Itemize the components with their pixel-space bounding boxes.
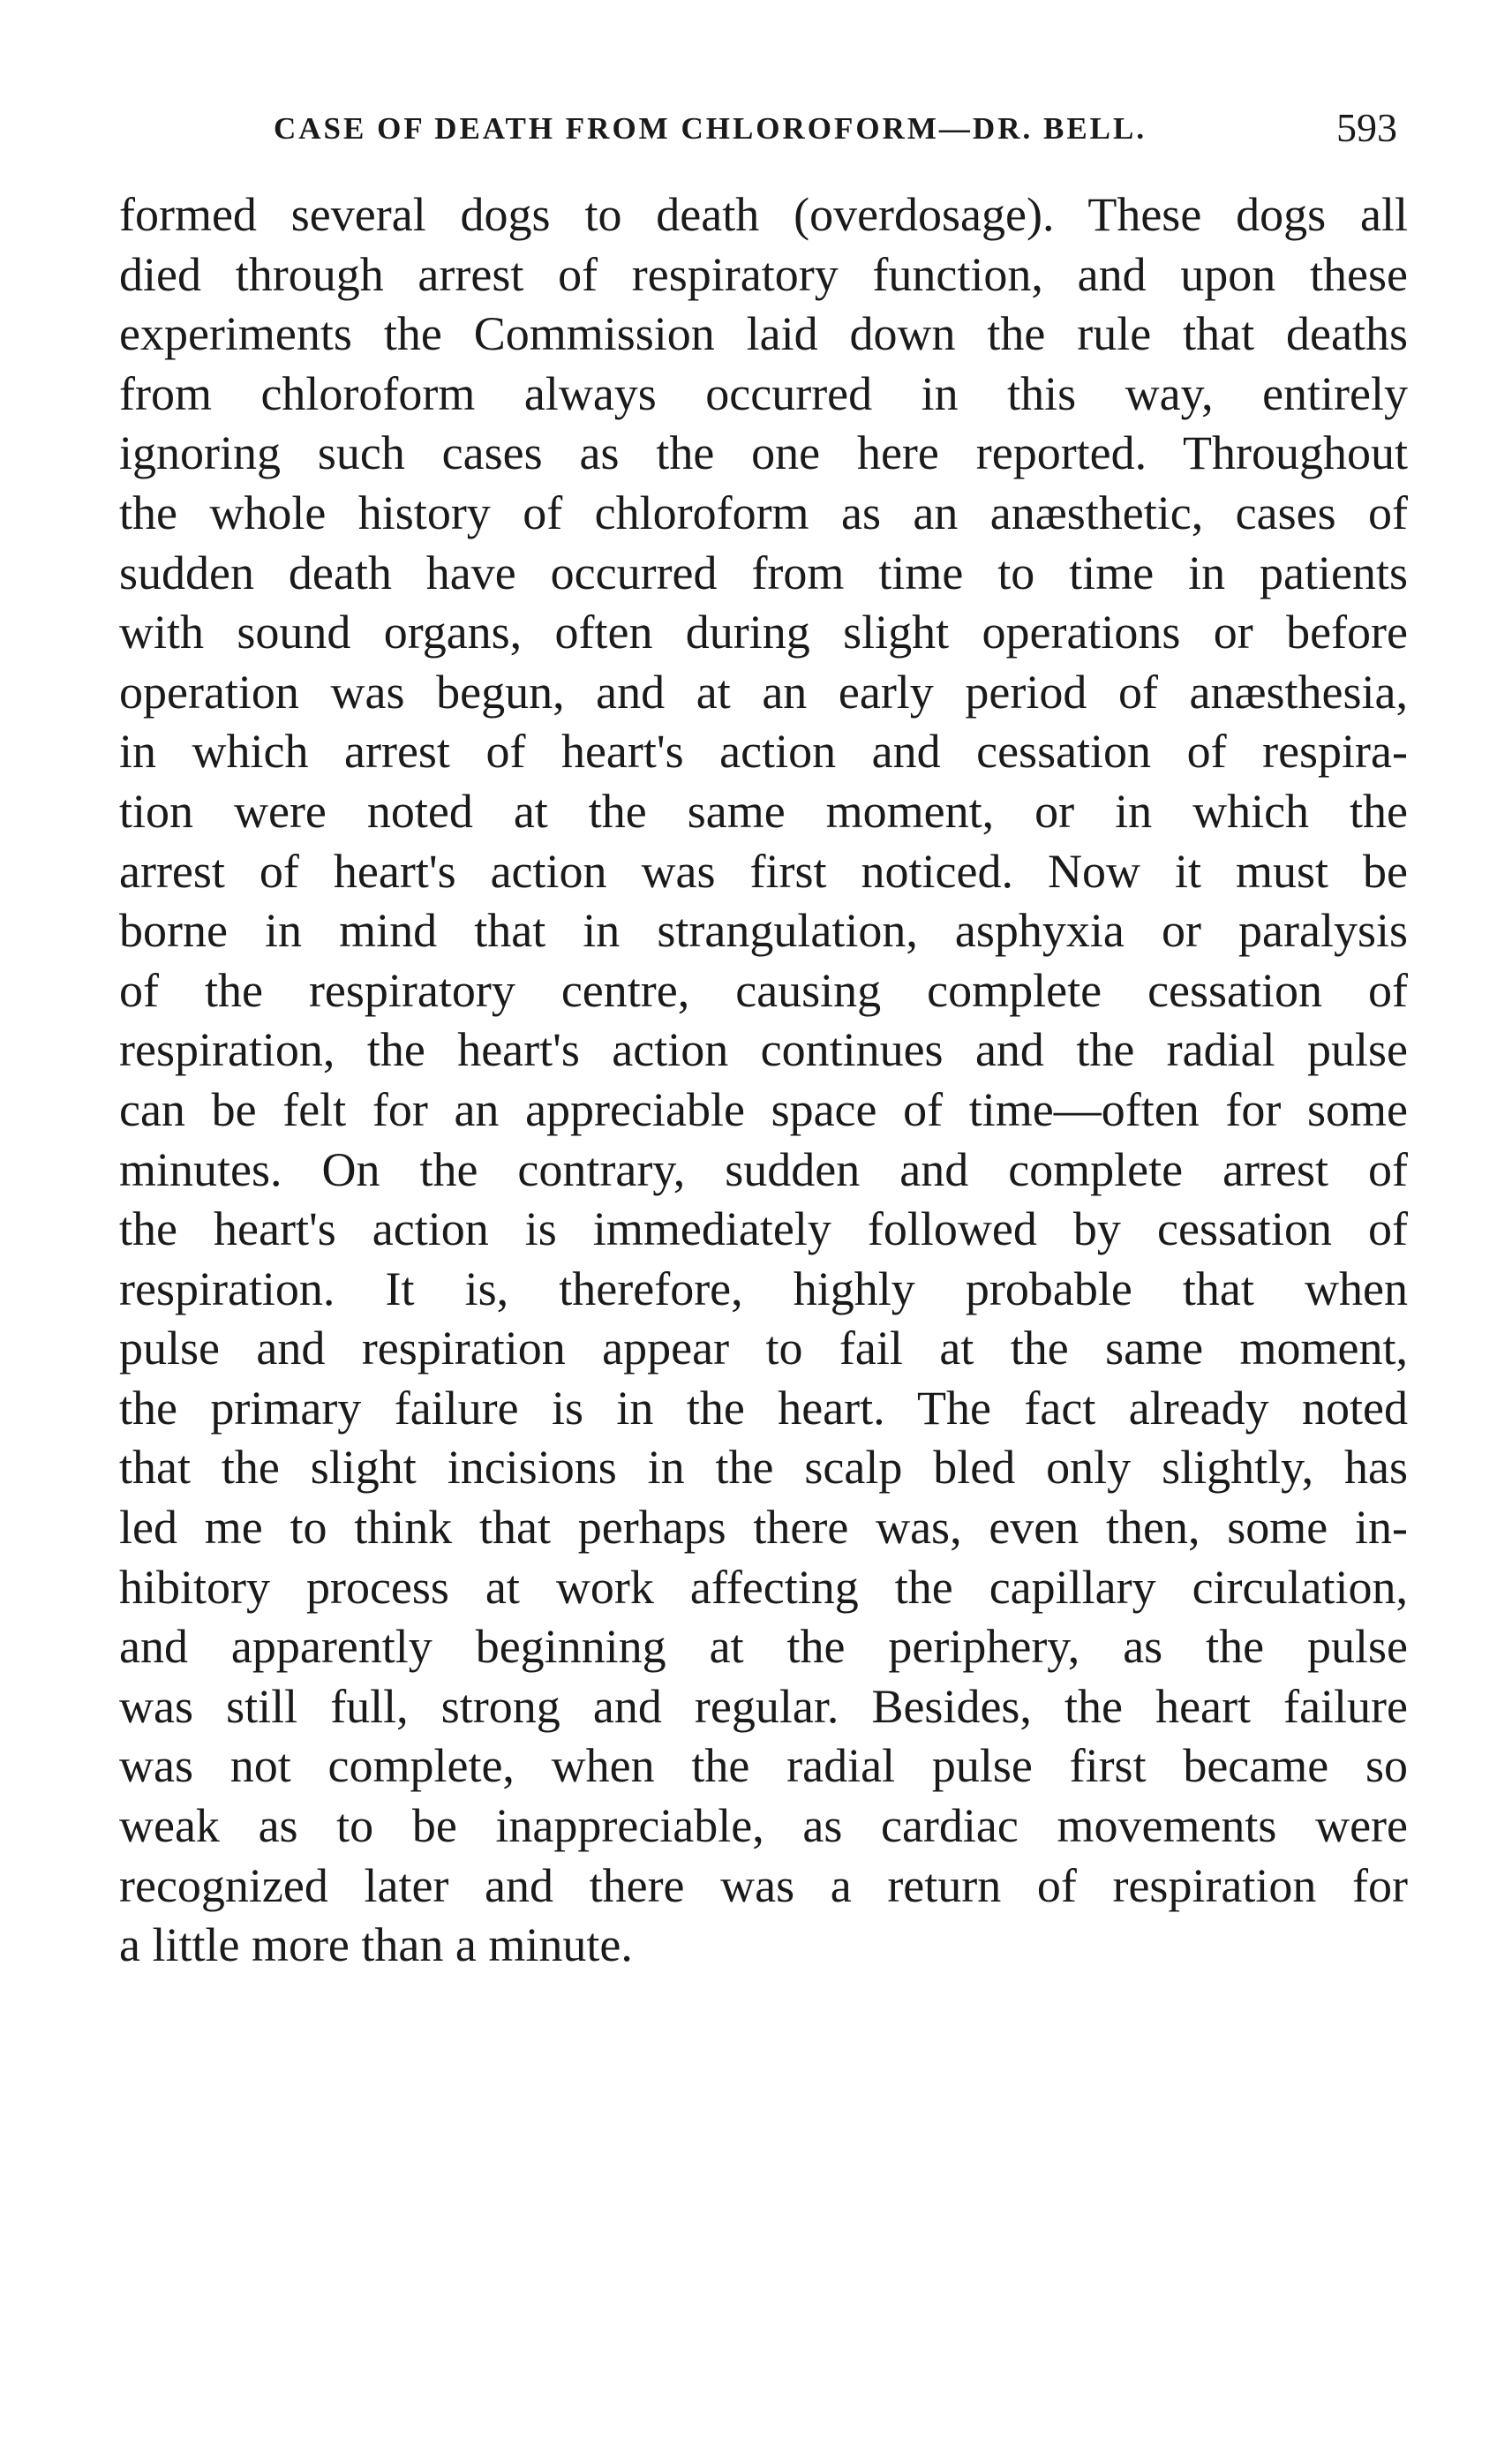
text-line: weak as to be inappreciable, as cardiac movements were <box>119 1799 1408 1853</box>
text-line: the heart's action is immediately followed by cessation of <box>119 1202 1408 1256</box>
text-line: in which arrest of heart's action and cessation of respira- <box>119 725 1408 779</box>
text-line: led me to think that perhaps there was, even then, some in- <box>119 1501 1408 1555</box>
text-line: of the respiratory centre, causing complete cessation of <box>119 963 1408 1017</box>
text-line: died through arrest of respiratory function, and upon these <box>119 247 1408 301</box>
text-line: the primary failure is in the heart. The fact already noted <box>119 1381 1408 1435</box>
text-line: was not complete, when the radial pulse first became so <box>119 1739 1408 1793</box>
text-line: formed several dogs to death (overdosage). These dogs all <box>119 188 1408 241</box>
running-title: CASE OF DEATH FROM CHLOROFORM—DR. BELL. <box>274 111 1147 146</box>
text-line: sudden death have occurred from time to time in patients <box>119 546 1408 599</box>
text-line: operation was begun, and at an early period of anæsthesia, <box>119 665 1408 719</box>
text-line: that the slight incisions in the scalp bled only slightly, has <box>119 1441 1408 1495</box>
page-number: 593 <box>1336 105 1397 150</box>
text-line: and apparently beginning at the periphery, as the pulse <box>119 1620 1408 1674</box>
text-line: borne in mind that in strangulation, asphyxia or paralysis <box>119 904 1408 958</box>
text-line: tion were noted at the same moment, or in which the <box>119 784 1408 838</box>
text-line-last: a little more than a minute. <box>119 1918 633 1972</box>
text-line: from chloroform always occurred in this way, entirely <box>119 366 1408 420</box>
text-line: respiration. It is, therefore, highly probable that when <box>119 1262 1408 1315</box>
running-head <box>119 104 1408 157</box>
text-line: hibitory process at work affecting the capillary circulation, <box>119 1560 1408 1614</box>
text-line: was still full, strong and regular. Besides, the heart failure <box>119 1679 1408 1733</box>
text-line: respiration, the heart's action continues and the radial pulse <box>119 1023 1408 1077</box>
text-line: can be felt for an appreciable space of time—often for some <box>119 1082 1408 1136</box>
text-line: arrest of heart's action was first noticed. Now it must be <box>119 844 1408 898</box>
text-line: the whole history of chloroform as an anæsthetic, cases of <box>119 486 1408 539</box>
text-line: experiments the Commission laid down the rule that deaths <box>119 307 1408 361</box>
text-line: minutes. On the contrary, sudden and complete arrest of <box>119 1142 1408 1196</box>
text-line: recognized later and there was a return of respiration for <box>119 1858 1408 1912</box>
body-text <box>119 185 1408 1976</box>
text-line: ignoring such cases as the one here reported. Throughout <box>119 426 1408 480</box>
text-line: with sound organs, often during slight operations or before <box>119 606 1408 659</box>
text-line: pulse and respiration appear to fail at the same moment, <box>119 1322 1408 1375</box>
